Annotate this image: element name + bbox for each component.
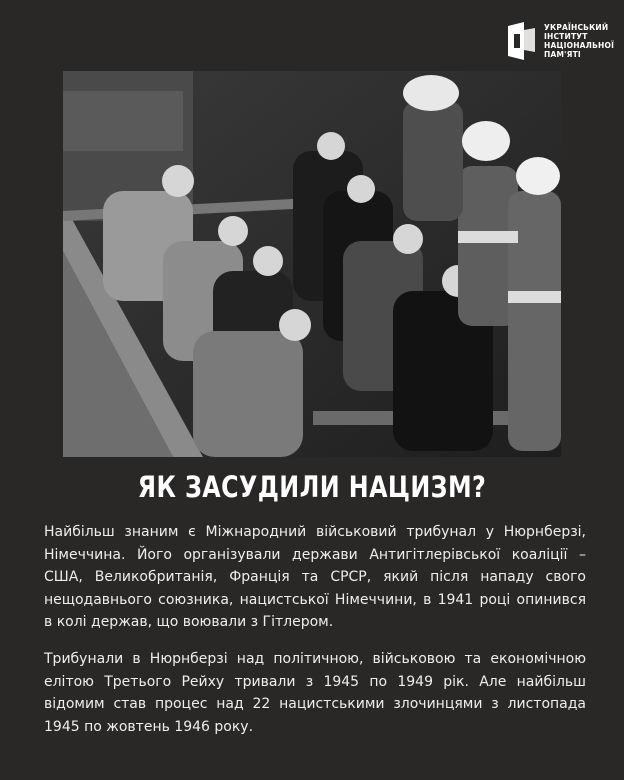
institute-logo: [506, 22, 614, 60]
logo-line: УКРАЇНСЬКИЙ: [544, 23, 609, 32]
logo-text: [544, 23, 614, 59]
logo-line: ПАМ'ЯТІ: [544, 50, 581, 59]
logo-line: НАЦІОНАЛЬНОЇ: [544, 41, 615, 50]
paragraph: Найбільш знаним є Міжнародний військовий трибунал у Нюрнберзі, Німеччина. Його організували держави Антигітлерівської коаліції – США, Великобританія, Франція та СРСР, який після нападу свого нещодавнього союзника, нацистської Німеччини, в 1941 році опинився в колі держав, що воювали з Гітлером.: [44, 524, 586, 630]
page-title: ЯК ЗАСУДИЛИ НАЦИЗМ?: [137, 470, 487, 504]
paragraph: Трибунали в Нюрнберзі над політичною, військовою та економічною елітою Третього Рейху тривали з 1945 по 1949 рік. Але найбільш відомим став процес над 22 нацистськими злочинцями з листопада 1945 по жовтень 1946 року.: [44, 651, 586, 735]
logo-line: ІНСТИТУТ: [544, 32, 588, 41]
nuremberg-trial-defendants-photo: [63, 71, 561, 457]
uinp-logo-icon: [506, 22, 536, 60]
nuremberg-trial-photo: [63, 71, 561, 457]
